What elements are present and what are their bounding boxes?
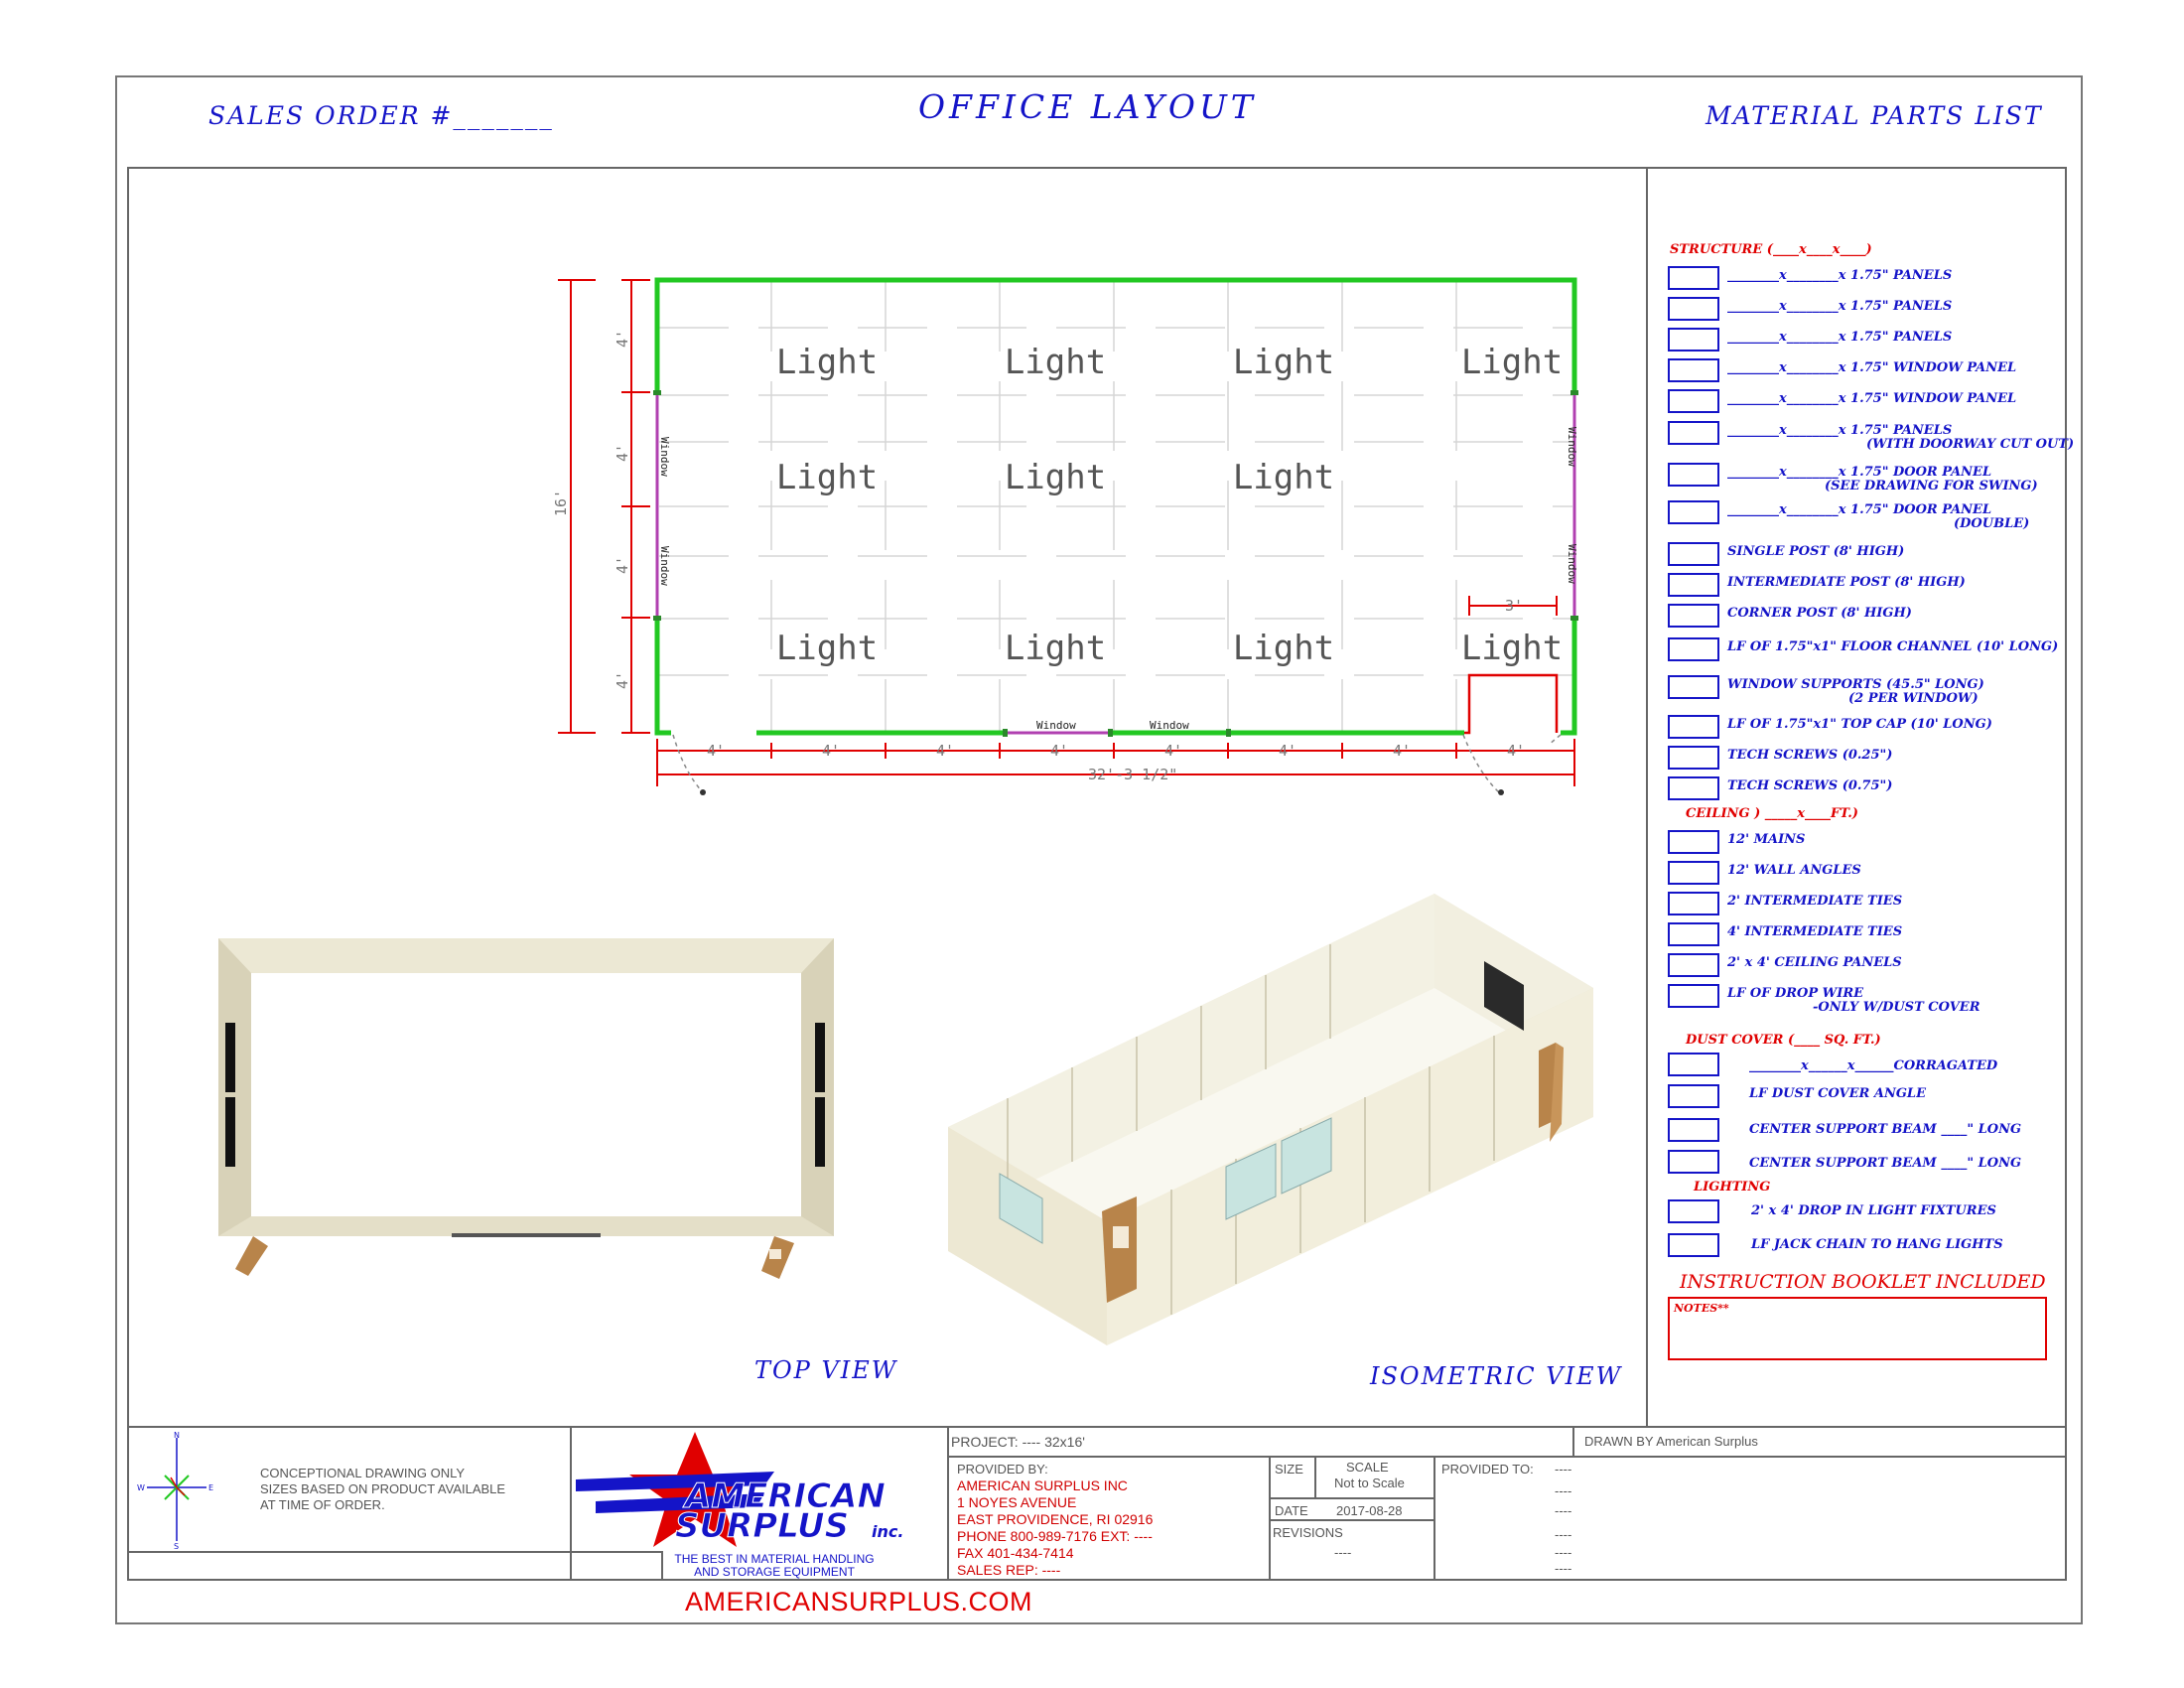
provided-by-line: EAST PROVIDENCE, RI 02916 xyxy=(957,1511,1154,1527)
tb-line xyxy=(947,1428,949,1581)
tb-line xyxy=(1572,1428,1574,1458)
date-value: 2017-08-28 xyxy=(1336,1503,1403,1518)
provided-by-block xyxy=(957,1477,1153,1579)
titleblock-divider xyxy=(127,1426,2067,1428)
qty-box[interactable] xyxy=(1668,984,1719,1008)
qty-box[interactable] xyxy=(1668,1084,1719,1108)
qty-box[interactable] xyxy=(1668,1233,1719,1257)
provided-by-line: SALES REP: ---- xyxy=(957,1562,1061,1578)
part-label: SINGLE POST (8' HIGH) xyxy=(1727,544,1905,559)
side-dimension: 4' xyxy=(614,670,631,689)
bottom-dimension: 4' xyxy=(1279,742,1297,760)
part-label: ________x________x 1.75" WINDOW PANEL xyxy=(1727,391,2017,406)
disclaimer-line: SIZES BASED ON PRODUCT AVAILABLE xyxy=(260,1481,506,1496)
tb-line xyxy=(1269,1519,1435,1521)
provided-to-line: ---- xyxy=(1555,1503,1572,1518)
part-label: INTERMEDIATE POST (8' HIGH) xyxy=(1727,575,1966,590)
bottom-dimension: 4' xyxy=(1164,742,1183,760)
light-label: Light xyxy=(1232,629,1335,668)
isometric-view-label: ISOMETRIC VIEW xyxy=(1370,1362,1623,1390)
part-label: 2' INTERMEDIATE TIES xyxy=(1727,894,1903,909)
part-label: ________x________x 1.75" WINDOW PANEL xyxy=(1727,360,2017,375)
structure-header: STRUCTURE (____x____x____) xyxy=(1670,242,1872,257)
light-label: Light xyxy=(775,343,879,382)
provided-to-line: ---- xyxy=(1555,1561,1572,1576)
logo-text-inc: inc. xyxy=(872,1522,904,1541)
part-label: LF OF 1.75"x1" TOP CAP (10' LONG) xyxy=(1727,717,1992,732)
part-label: ________x______x______CORRAGATED xyxy=(1749,1058,1998,1073)
qty-box[interactable] xyxy=(1668,358,1719,382)
qty-box[interactable] xyxy=(1668,1150,1719,1174)
part-label: LF DUST COVER ANGLE xyxy=(1749,1086,1926,1101)
tb-line xyxy=(1433,1456,1435,1581)
revisions-label: REVISIONS xyxy=(1273,1525,1343,1540)
project-label: PROJECT: ---- 32x16' xyxy=(951,1434,1085,1450)
height-dimension: 16' xyxy=(552,489,570,516)
part-label: CENTER SUPPORT BEAM ____" LONG xyxy=(1749,1122,2022,1137)
provided-by-line: 1 NOYES AVENUE xyxy=(957,1494,1077,1510)
logo-text-2: SURPLUS xyxy=(675,1506,850,1546)
qty-box[interactable] xyxy=(1668,500,1719,524)
window-label: Window xyxy=(1566,544,1578,584)
bottom-dimension: 4' xyxy=(1050,742,1069,760)
part-label: ________x________x 1.75" DOOR PANEL xyxy=(1727,502,1992,517)
tagline-line-2: AND STORAGE EQUIPMENT xyxy=(694,1565,855,1579)
part-label: ________x________x 1.75" DOOR PANEL xyxy=(1727,465,1992,480)
part-label: 12' WALL ANGLES xyxy=(1727,863,1861,878)
bottom-dimension: 4' xyxy=(1393,742,1412,760)
provided-by-line: PHONE 800-989-7176 EXT: ---- xyxy=(957,1528,1153,1544)
window-label: Window xyxy=(658,546,671,586)
qty-box[interactable] xyxy=(1668,637,1719,661)
window-label: Window xyxy=(658,437,671,477)
part-sublabel: (DOUBLE) xyxy=(1954,516,2030,531)
part-label: 12' MAINS xyxy=(1727,832,1806,847)
sales-order-label: SALES ORDER #_______ xyxy=(208,101,554,130)
light-label: Light xyxy=(1232,343,1335,382)
qty-box[interactable] xyxy=(1668,297,1719,321)
top-view-image xyxy=(213,933,839,1281)
provided-by-line: AMERICAN SURPLUS INC xyxy=(957,1477,1128,1493)
part-label: CORNER POST (8' HIGH) xyxy=(1727,606,1912,621)
provided-by-label: PROVIDED BY: xyxy=(957,1462,1048,1477)
qty-box[interactable] xyxy=(1668,675,1719,699)
provided-to-line: ---- xyxy=(1555,1483,1572,1498)
bottom-dimension: 4' xyxy=(1507,742,1526,760)
compass-icon xyxy=(135,1430,224,1549)
qty-box[interactable] xyxy=(1668,830,1719,854)
qty-box[interactable] xyxy=(1668,421,1719,445)
floor-plan xyxy=(536,258,1628,814)
disclaimer-line: AT TIME OF ORDER. xyxy=(260,1497,385,1512)
tagline-line-1: THE BEST IN MATERIAL HANDLING xyxy=(674,1552,875,1566)
side-dimension: 4' xyxy=(614,555,631,574)
door-dimension: 3' xyxy=(1505,597,1524,615)
tb-line xyxy=(661,1551,663,1581)
qty-box[interactable] xyxy=(1668,573,1719,597)
part-label: TECH SCREWS (0.25") xyxy=(1727,748,1893,763)
tagline xyxy=(665,1553,884,1579)
tb-line xyxy=(570,1428,572,1581)
revisions-value: ---- xyxy=(1334,1545,1352,1560)
bottom-dimension: 4' xyxy=(822,742,841,760)
tb-line xyxy=(127,1551,661,1553)
window-label: Window xyxy=(1150,719,1189,732)
qty-box[interactable] xyxy=(1668,463,1719,487)
part-label: 2' x 4' DROP IN LIGHT FIXTURES xyxy=(1751,1203,1996,1218)
ceiling-header: CEILING ) _____x____FT.) xyxy=(1686,806,1858,821)
tb-line xyxy=(947,1456,2067,1458)
part-label: 4' INTERMEDIATE TIES xyxy=(1727,924,1903,939)
provided-to-line: ---- xyxy=(1555,1545,1572,1560)
logo-text-1: AMERICAN xyxy=(685,1477,886,1516)
size-label: SIZE xyxy=(1275,1462,1303,1477)
part-label: 2' x 4' CEILING PANELS xyxy=(1727,955,1902,970)
qty-box[interactable] xyxy=(1668,861,1719,885)
window-label: Window xyxy=(1036,719,1076,732)
qty-box[interactable] xyxy=(1668,604,1719,628)
side-dimension: 4' xyxy=(614,443,631,462)
qty-box[interactable] xyxy=(1668,266,1719,290)
qty-box[interactable] xyxy=(1668,1118,1719,1142)
light-label: Light xyxy=(1232,458,1335,497)
parts-divider xyxy=(1646,167,1648,1428)
tb-line xyxy=(1314,1456,1316,1497)
tb-line xyxy=(1269,1456,1271,1581)
window-label: Window xyxy=(1566,427,1578,467)
top-view-label: TOP VIEW xyxy=(754,1356,898,1384)
date-label: DATE xyxy=(1275,1503,1308,1518)
qty-box[interactable] xyxy=(1668,389,1719,413)
part-label: LF OF 1.75"x1" FLOOR CHANNEL (10' LONG) xyxy=(1727,639,2059,654)
qty-box[interactable] xyxy=(1668,715,1719,739)
part-sublabel: (2 PER WINDOW) xyxy=(1848,691,1979,706)
notes-box[interactable] xyxy=(1668,1297,2047,1360)
qty-box[interactable] xyxy=(1668,746,1719,770)
tb-line xyxy=(1269,1497,1435,1499)
light-label: Light xyxy=(1004,629,1107,668)
provided-to-label: PROVIDED TO: xyxy=(1441,1462,1534,1477)
qty-box[interactable] xyxy=(1668,328,1719,352)
part-label: ________x________x 1.75" PANELS xyxy=(1727,299,1953,314)
provided-to-block xyxy=(1555,1462,1571,1576)
disclaimer-line: CONCEPTIONAL DRAWING ONLY xyxy=(260,1466,466,1480)
part-label: WINDOW SUPPORTS (45.5" LONG) xyxy=(1727,677,1984,692)
provided-by-line: FAX 401-434-7414 xyxy=(957,1545,1074,1561)
part-sublabel: (WITH DOORWAY CUT OUT) xyxy=(1866,437,2075,452)
notes-label: NOTES** xyxy=(1674,1302,1729,1315)
bottom-dimension: 4' xyxy=(707,742,726,760)
part-label: ________x________x 1.75" PANELS xyxy=(1727,423,1953,438)
side-dimension: 4' xyxy=(614,329,631,348)
parts-list-title: MATERIAL PARTS LIST xyxy=(1706,101,2043,130)
part-sublabel: (SEE DRAWING FOR SWING) xyxy=(1825,479,2038,493)
part-label: TECH SCREWS (0.75") xyxy=(1727,778,1893,793)
compass-east: E xyxy=(208,1483,214,1492)
qty-box[interactable] xyxy=(1668,542,1719,566)
dust-cover-header: DUST COVER (____ SQ. FT.) xyxy=(1686,1033,1881,1048)
website-link[interactable]: AMERICANSURPLUS.COM xyxy=(685,1587,1033,1617)
part-label: ________x________x 1.75" PANELS xyxy=(1727,330,1953,345)
part-label: ________x________x 1.75" PANELS xyxy=(1727,268,1953,283)
compass-north: N xyxy=(174,1431,180,1440)
total-dimension: 32'-3 1/2" xyxy=(1088,766,1178,783)
drawn-by-label: DRAWN BY American Surplus xyxy=(1584,1434,1758,1449)
light-label: Light xyxy=(775,629,879,668)
page-title: OFFICE LAYOUT xyxy=(918,87,1257,126)
isometric-view-image xyxy=(948,894,1593,1360)
light-label: Light xyxy=(1460,629,1564,668)
part-label: CENTER SUPPORT BEAM ____" LONG xyxy=(1749,1156,2022,1171)
compass-south: S xyxy=(174,1542,180,1549)
provided-to-line: ---- xyxy=(1555,1462,1572,1477)
provided-to-line: ---- xyxy=(1555,1527,1572,1542)
qty-box[interactable] xyxy=(1668,1199,1719,1223)
part-label: LF JACK CHAIN TO HANG LIGHTS xyxy=(1751,1237,2003,1252)
qty-box[interactable] xyxy=(1668,922,1719,946)
scale-label: SCALE xyxy=(1346,1460,1389,1475)
light-label: Light xyxy=(1004,458,1107,497)
company-logo xyxy=(576,1430,943,1549)
qty-box[interactable] xyxy=(1668,1053,1719,1076)
light-label: Light xyxy=(1460,343,1564,382)
qty-box[interactable] xyxy=(1668,776,1719,800)
lighting-header: LIGHTING xyxy=(1694,1180,1771,1195)
compass-west: W xyxy=(137,1483,145,1492)
instruction-booklet-note: INSTRUCTION BOOKLET INCLUDED xyxy=(1680,1271,2046,1293)
qty-box[interactable] xyxy=(1668,892,1719,915)
bottom-dimension: 4' xyxy=(936,742,955,760)
scale-value: Not to Scale xyxy=(1334,1476,1405,1490)
qty-box[interactable] xyxy=(1668,953,1719,977)
light-label: Light xyxy=(775,458,879,497)
part-label: LF OF DROP WIRE xyxy=(1727,986,1864,1001)
part-sublabel: -ONLY W/DUST COVER xyxy=(1813,1000,1980,1015)
light-label: Light xyxy=(1004,343,1107,382)
